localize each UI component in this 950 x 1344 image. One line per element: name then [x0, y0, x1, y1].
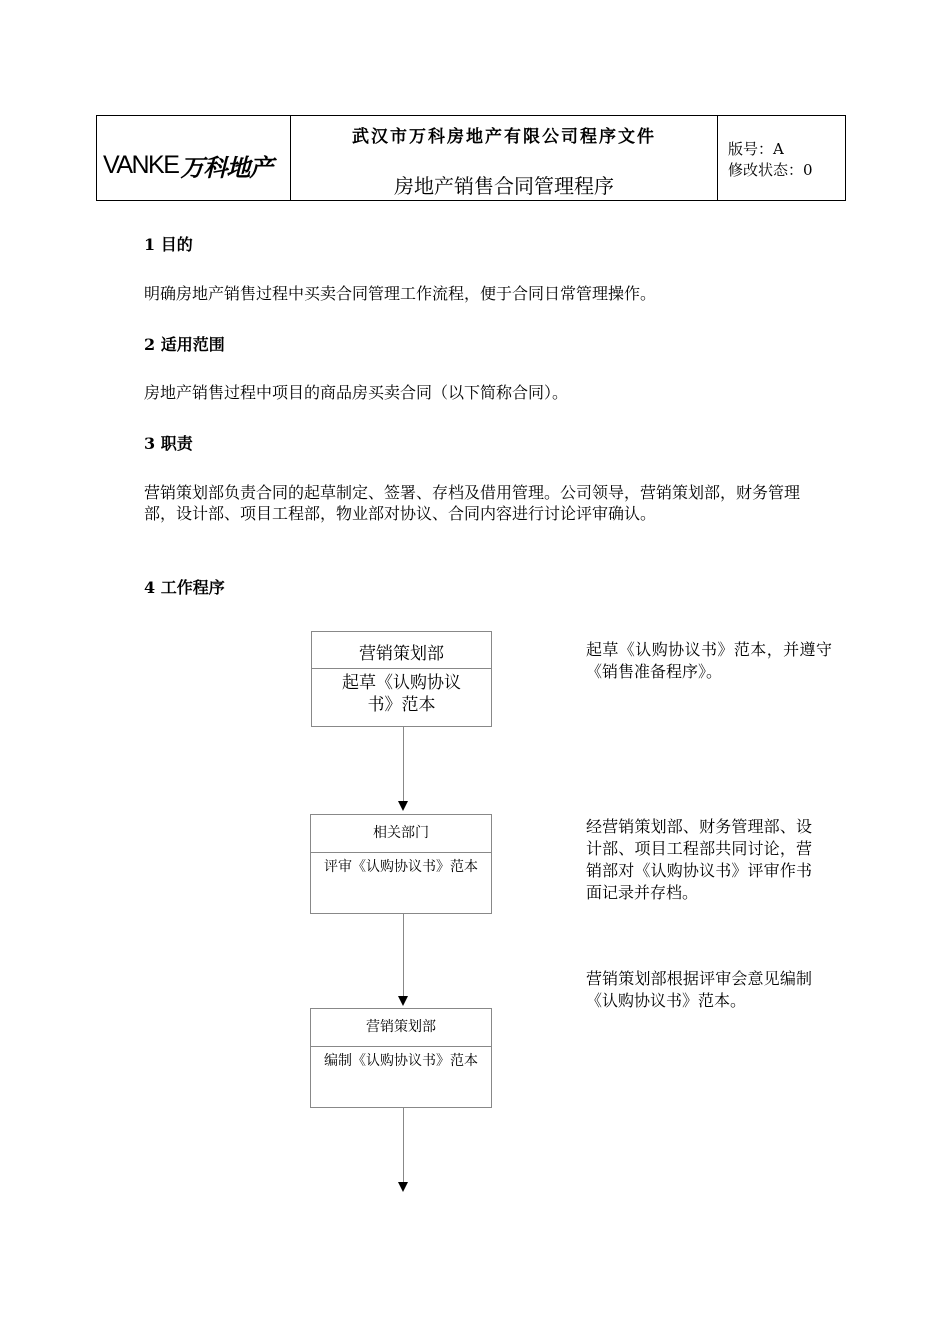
flow-step-3-dept: 营销策划部 — [366, 1019, 436, 1035]
logo-chinese: 万科地产 — [180, 155, 273, 182]
flow-step-2-action: 评审《认购协议书》范本 — [324, 859, 478, 875]
flow-step-2-box — [310, 814, 492, 914]
arrow-down-icon — [398, 801, 408, 811]
flow-step-3-note: 营销策划部根据评审会意见编制《认购协议书》范本。 — [586, 969, 812, 1010]
section-heading-scope: 2 适用范围 — [144, 335, 225, 354]
flow-step-2-dept: 相关部门 — [373, 825, 429, 841]
company-name: 武汉市万科房地产有限公司程序文件 — [352, 127, 656, 147]
vanke-logo — [103, 148, 272, 183]
flow-step-1-box — [311, 631, 492, 727]
flow-connector-2 — [403, 914, 404, 996]
flow-step-3-divider — [311, 1046, 491, 1047]
flow-connector-1 — [403, 727, 404, 801]
version-cell — [718, 116, 845, 200]
section-heading-purpose: 1 目的 — [144, 235, 193, 254]
flow-step-3-action: 编制《认购协议书》范本 — [324, 1053, 478, 1069]
section-text-responsibility: 营销策划部负责合同的起草制定、签署、存档及借用管理。公司领导，营销策划部，财务管理部，设计部、项目工程部，物业部对协议、合同内容进行讨论评审确认。 — [144, 483, 801, 523]
flow-step-1-note: 起草《认购协议书》范本，并遵守《销售准备程序》。 — [586, 640, 832, 681]
title-cell — [291, 116, 718, 200]
section-heading-procedure: 4 工作程序 — [144, 578, 225, 597]
arrow-down-icon — [398, 1182, 408, 1192]
logo-latin: VANKE — [103, 151, 179, 179]
section-text-scope: 房地产销售过程中项目的商品房买卖合同（以下简称合同）。 — [144, 383, 569, 402]
document-title: 房地产销售合同管理程序 — [394, 174, 614, 198]
revision-status: 修改状态：0 — [728, 161, 813, 179]
document-header — [96, 115, 846, 201]
section-text-purpose: 明确房地产销售过程中买卖合同管理工作流程，便于合同日常管理操作。 — [144, 284, 657, 303]
flow-connector-3 — [403, 1108, 404, 1182]
flow-step-2-divider — [311, 852, 491, 853]
flow-step-3-box — [310, 1008, 492, 1108]
flow-step-1-divider — [312, 668, 491, 669]
section-heading-responsibility: 3 职责 — [144, 434, 193, 453]
version-number: 版号：A — [728, 140, 784, 158]
flow-step-2-note: 经营销策划部、财务管理部、设计部、项目工程部共同讨论，营销部对《认购协议书》评审作书面记录并存档。 — [586, 817, 812, 902]
flow-step-1-action: 起草《认购协议书》范本 — [342, 673, 461, 715]
logo-cell — [97, 116, 291, 200]
arrow-down-icon — [398, 996, 408, 1006]
flow-step-1-dept: 营销策划部 — [359, 644, 444, 664]
